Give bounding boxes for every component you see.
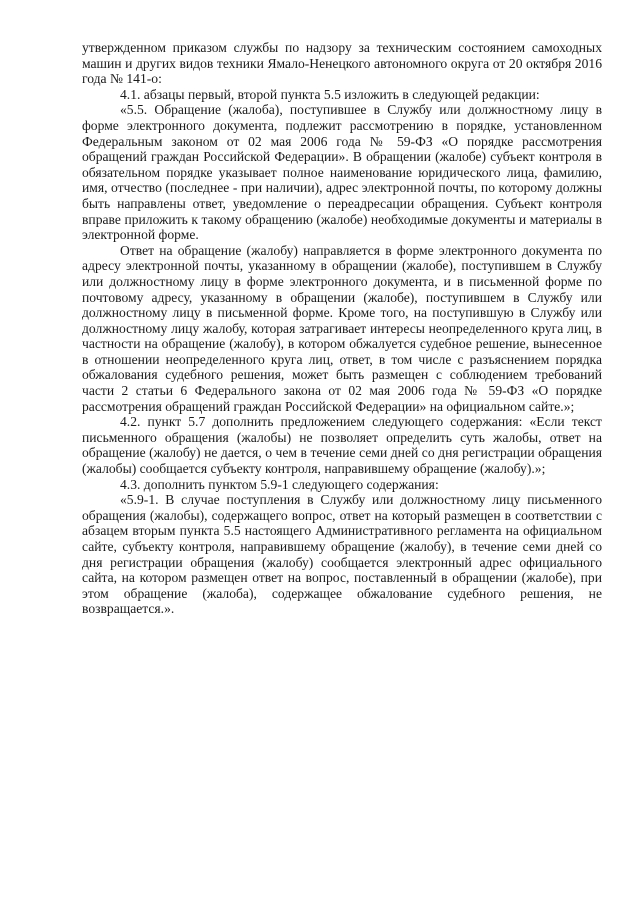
paragraph-4-3: 4.3. дополнить пунктом 5.9-1 следующего содержания: <box>120 476 439 492</box>
paragraph-4-2: 4.2. пункт 5.7 дополнить предложением следующего содержания: «Если текст письменного обращения (жалобы) не позволяет определить суть жалобы, ответ на обращение (жалобу) не дается, о чем в течение семи дней со дня регистрации обращения (жалобы) сообщается субъекту контроля, направившему обращение (жалобу).»; <box>82 414 602 477</box>
paragraph-5-5: «5.5. Обращение (жалоба), поступившее в Службу или должностному лицу в форме электронного документа, подлежит рассмотрению в порядке, установленном Федеральным законом от 02 мая 2006 года № 59-ФЗ «О порядке рассмотрения обращений граждан Российской Федерации». В обращении (жалобе) субъект контроля в обязательном порядке указывает полное наименование юридического лица, фамилию, имя, отчество (последнее - при наличии), адрес электронной почты, по которому должны быть направлены ответ, уведомление о переадресации обращения. Субъект контроля вправе приложить к такому обращению (жалобе) необходимые документы и материалы в электронной форме. <box>82 102 602 243</box>
paragraph-response: Ответ на обращение (жалобу) направляется в форме электронного документа по адресу электронной почты, указанному в обращении (жалобе), поступившем в Службу или должностному лицу в форме электронного документа, и в письменной форме по почтовому адресу, указанному в обращении (жалобе), поступившем в Службу или должностному лицу в письменной форме. Кроме того, на поступившую в Службу или должностному лицу жалобу, которая затрагивает интересы неопределенного круга лиц, в частности на обращение (жалобу), в котором обжалуется судебное решение, вынесенное в отношении неопределенного круга лиц, ответ, в том числе с разъяснением порядка обжалования судебного решения, может быть размещен с соблюдением требований части 2 статьи 6 Федерального закона от 02 мая 2006 года № 59-ФЗ «О порядке рассмотрения обращений граждан Российской Федерации» на официальном сайте.»; <box>82 242 602 414</box>
paragraph-4-1: 4.1. абзацы первый, второй пункта 5.5 изложить в следующей редакции: <box>120 86 540 102</box>
paragraph-intro: утвержденном приказом службы по надзору за техническим состоянием самоходных машин и других видов техники Ямало-Ненецкого автономного округа от 20 октября 2016 года № 141-о: <box>82 40 602 87</box>
document-page <box>82 40 602 617</box>
paragraph-5-9-1: «5.9-1. В случае поступления в Службу или должностному лицу письменного обращения (жалобы), содержащего вопрос, ответ на который размещен в соответствии с абзацем вторым пункта 5.5 настоящего Административного регламента на официальном сайте, субъекту контроля, направившему обращение (жалобу), в течение семи дней со дня регистрации обращения (жалобу) сообщается электронный адрес официального сайта, на котором размещен ответ на вопрос, поставленный в обращении (жалобе), при этом обращение (жалоба), содержащее обжалование судебного решения, не возвращается.». <box>82 492 602 617</box>
